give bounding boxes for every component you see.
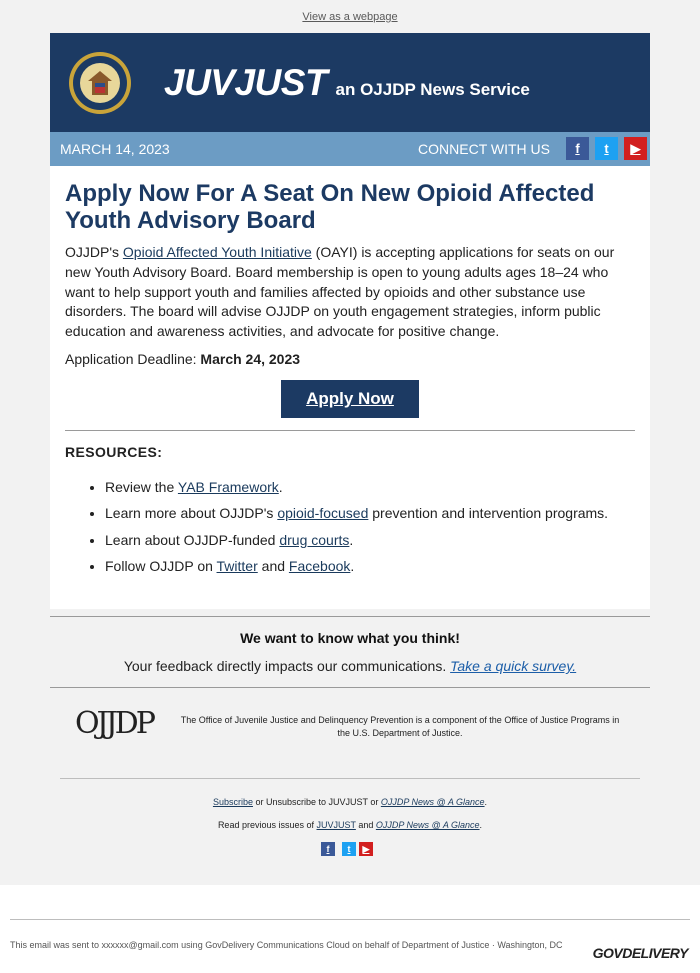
read-text: Read previous issues of [217, 820, 317, 830]
period: . [484, 797, 488, 807]
opioid-focused-link[interactable]: opioid-focused [277, 505, 369, 522]
facebook-small-icon[interactable]: f [321, 842, 335, 856]
item-text: Learn about OJJDP-funded [105, 531, 280, 548]
article [50, 166, 650, 609]
list-item [105, 479, 635, 496]
period: . [479, 820, 483, 830]
item-text: prevention and intervention programs. [368, 505, 609, 522]
news-glance-link[interactable]: OJJDP News @ A Glance [380, 797, 485, 807]
youtube-small-icon[interactable]: ▶ [359, 842, 373, 856]
delivery-footer [0, 885, 700, 973]
item-text: and [257, 558, 289, 575]
date-bar [50, 132, 650, 166]
headline: Apply Now For A Seat On New Opioid Affected Youth Advisory Board [65, 180, 595, 234]
deadline [65, 351, 635, 367]
item-text: Follow OJJDP on [105, 558, 217, 575]
juvjust-link[interactable]: JUVJUST [316, 820, 356, 830]
item-text: Learn more about OJJDP's [105, 505, 278, 522]
read-previous-line [0, 820, 700, 830]
subscribe-link[interactable]: Subscribe [212, 797, 253, 807]
view-as-webpage [0, 11, 700, 23]
facebook-icon[interactable]: f [566, 137, 589, 160]
feedback-section [50, 616, 650, 688]
para-suffix: (OAYI) is accepting applications for seats on our new Youth Advisory Board. Board membership is open to young adults ages 18–24 who want to help support youth and families affected by opioids and other substance use disorders. The board will advise OJJDP on youth engagement strategies, inform public education and awareness activities, and advocate for positive change. [65, 244, 615, 340]
feedback-heading: We want to know what you think! [240, 630, 460, 646]
article-paragraph [65, 243, 635, 342]
footer-divider [60, 778, 640, 779]
twitter-link[interactable]: Twitter [216, 558, 258, 575]
ojjdp-logo: OJJDP [75, 706, 153, 741]
twitter-icon[interactable]: t [595, 137, 618, 160]
facebook-link[interactable]: Facebook [288, 558, 351, 575]
item-text: . [349, 531, 354, 548]
youtube-icon[interactable]: ▶ [624, 137, 647, 160]
deadline-date: March 24, 2023 [200, 350, 301, 367]
twitter-small-icon[interactable]: t [342, 842, 356, 856]
subscribe-text: or Unsubscribe to JUVJUST or [252, 797, 381, 807]
feedback-copy: Your feedback directly impacts our communications. [123, 658, 451, 674]
feedback-text [50, 658, 650, 674]
list-item [105, 532, 635, 549]
yab-framework-link[interactable]: YAB Framework [177, 478, 279, 495]
subscribe-line [0, 797, 700, 807]
ojjdp-description: The Office of Juvenile Justice and Delinquency Prevention is a component of the Office of Justice Programs in the U.S. Department of Justice. [180, 715, 620, 738]
issue-date: MARCH 14, 2023 [60, 141, 170, 157]
resources-list [65, 479, 635, 609]
brand-subtitle: an OJJDP News Service [335, 80, 530, 99]
item-text: . [350, 558, 355, 575]
news-glance-link-2[interactable]: OJJDP News @ A Glance [375, 820, 480, 830]
masthead [50, 33, 650, 132]
brand-title: JUVJUST [164, 62, 328, 103]
oayi-link[interactable]: Opioid Affected Youth Initiative [122, 244, 312, 260]
list-item [105, 505, 635, 522]
divider [65, 430, 635, 431]
resources-title: RESOURCES: [65, 443, 163, 460]
apply-wrap [65, 380, 635, 418]
govdelivery-logo: GOVDELIVERY [592, 945, 688, 961]
connect-label: CONNECT WITH US [418, 141, 550, 157]
survey-link[interactable]: Take a quick survey. [450, 658, 577, 674]
drug-courts-link[interactable]: drug courts [279, 531, 350, 548]
brand [164, 62, 530, 104]
para-prefix: OJJDP's [65, 244, 123, 260]
apply-now-button[interactable]: Apply Now [281, 380, 419, 418]
list-item [105, 558, 635, 575]
sent-notice: This email was sent to xxxxxx@gmail.com using GovDelivery Communications Cloud on behalf of Department of Justice · Washington, DC [10, 940, 563, 950]
email-card [50, 33, 650, 609]
view-as-webpage-link[interactable]: View as a webpage [302, 11, 398, 23]
deadline-label: Application Deadline: [65, 350, 201, 367]
doj-seal-icon [68, 51, 132, 115]
item-text: Review the [105, 478, 178, 495]
item-text: . [278, 478, 283, 495]
bottom-divider [10, 919, 690, 920]
and-text: and [355, 820, 376, 830]
